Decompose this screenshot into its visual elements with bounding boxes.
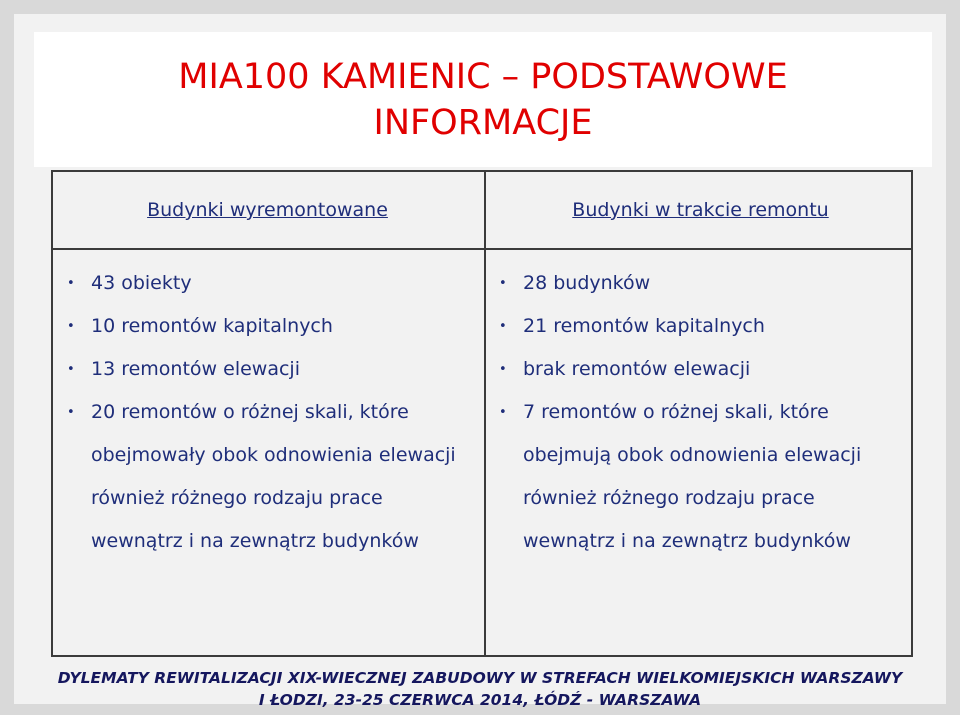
bullet-icon: • <box>499 362 507 377</box>
list-item: • 10 remontów kapitalnych <box>61 305 461 348</box>
bullet-icon: • <box>67 362 75 377</box>
header-divider <box>53 248 911 250</box>
list-item: • 13 remontów elewacji <box>61 348 461 391</box>
bullet-icon: • <box>67 319 75 334</box>
bullet-icon: • <box>499 276 507 291</box>
right-column-body <box>493 262 893 563</box>
comparison-table <box>51 170 913 657</box>
right-header-label: Budynki w trakcie remontu <box>572 199 829 221</box>
title-line-2: INFORMACJE <box>373 103 593 143</box>
list-item: • 20 remontów o różnej skali, które obejmowały obok odnowienia elewacji również różnego rodzaju prace wewnątrz i na zewnątrz budynków <box>61 391 461 563</box>
title-box <box>34 32 932 167</box>
list-item: • 43 obiekty <box>61 262 461 305</box>
title-line-1: MIA100 KAMIENIC – PODSTAWOWE <box>178 57 788 97</box>
bullet-icon: • <box>499 405 507 420</box>
bullet-icon: • <box>67 276 75 291</box>
left-column-header <box>53 172 482 248</box>
slide-title <box>34 54 932 146</box>
footer-line-1: DYLEMATY REWITALIZACJI XIX-WIECZNEJ ZABUDOWY W STREFACH WIELKOMIEJSKICH WARSZAWY <box>57 669 903 687</box>
left-header-label: Budynki wyremontowane <box>147 199 388 221</box>
list-item: • brak remontów elewacji <box>493 348 893 391</box>
footer <box>0 667 960 711</box>
bullet-icon: • <box>499 319 507 334</box>
list-item: • 7 remontów o różnej skali, które obejmują obok odnowienia elewacji również różnego rodzaju prace wewnątrz i na zewnątrz budynków <box>493 391 893 563</box>
right-column-header <box>486 172 915 248</box>
bullet-icon: • <box>67 405 75 420</box>
left-column-body <box>61 262 461 563</box>
list-item: • 21 remontów kapitalnych <box>493 305 893 348</box>
list-item: • 28 budynków <box>493 262 893 305</box>
footer-line-2: I ŁODZI, 23-25 CZERWCA 2014, ŁÓDŹ - WARSZAWA <box>258 691 702 709</box>
